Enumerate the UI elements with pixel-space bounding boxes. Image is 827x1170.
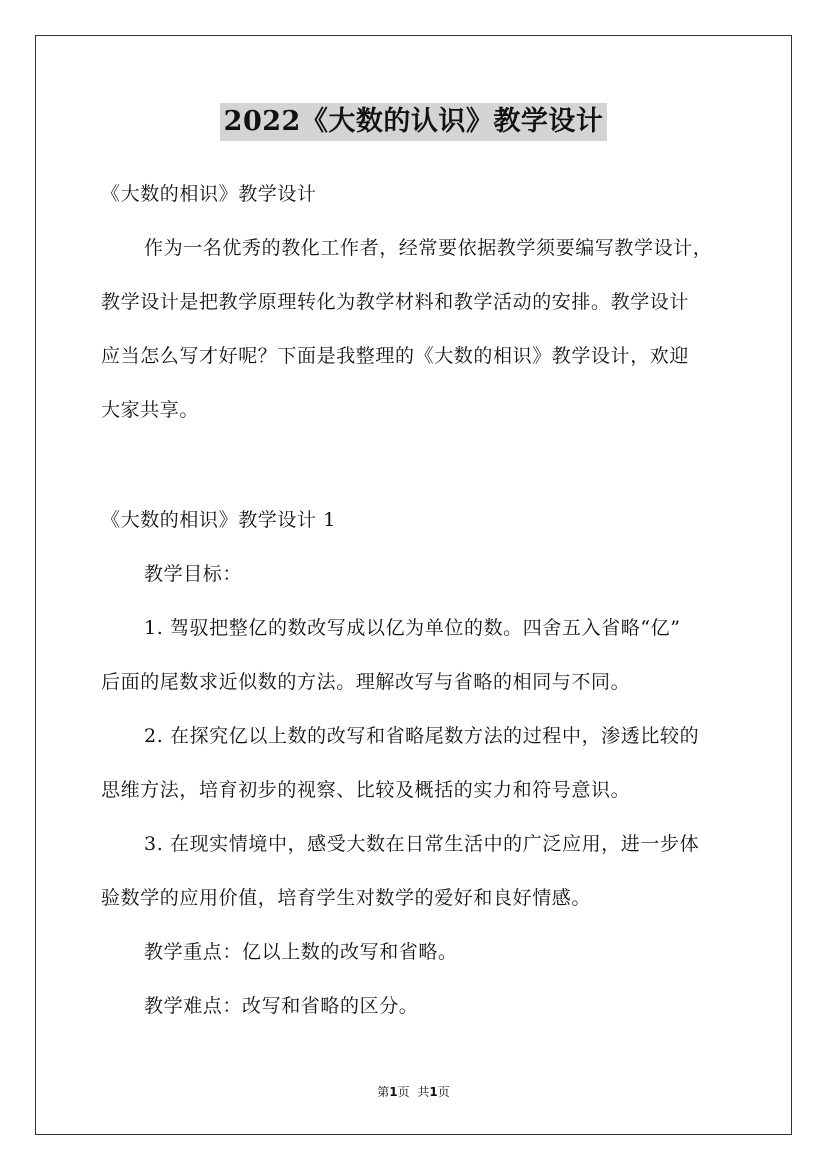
footer-page-prefix: 第 bbox=[377, 1085, 390, 1099]
page-footer bbox=[0, 1084, 827, 1100]
document-title: 2022《大数的认识》教学设计 bbox=[220, 103, 608, 141]
paragraph-line: 教学难点：改写和省略的区分。 bbox=[144, 995, 419, 1017]
footer-total-suffix: 页 bbox=[437, 1085, 450, 1099]
footer-page-suffix: 页 bbox=[397, 1085, 410, 1099]
paragraph-line: 教学重点：亿以上数的改写和省略。 bbox=[144, 941, 458, 963]
footer-page-total: 1 bbox=[429, 1085, 438, 1099]
paragraph-line: 大家共享。 bbox=[101, 399, 200, 421]
paragraph-line: 教学设计是把教学原理转化为教学材料和教学活动的安排。教学设计 bbox=[101, 291, 690, 313]
paragraph-line: 2. 在探究亿以上数的改写和省略尾数方法的过程中，渗透比较的 bbox=[144, 725, 700, 747]
paragraph-line: 验数学的应用价值，培育学生对数学的爱好和良好情感。 bbox=[101, 887, 592, 909]
paragraph-line: 思维方法，培育初步的视察、比较及概括的实力和符号意识。 bbox=[101, 779, 631, 801]
title-container bbox=[0, 103, 827, 141]
paragraph-line: 1. 驾驭把整亿的数改写成以亿为单位的数。四舍五入省略“亿” bbox=[144, 617, 681, 639]
section-heading: 《大数的相识》教学设计 1 bbox=[101, 509, 336, 531]
paragraph-line: 后面的尾数求近似数的方法。理解改写与省略的相同与不同。 bbox=[101, 671, 631, 693]
paragraph-line: 3. 在现实情境中，感受大数在日常生活中的广泛应用，进一步体 bbox=[144, 833, 700, 855]
paragraph-line: 应当怎么写才好呢？下面是我整理的《大数的相识》教学设计，欢迎 bbox=[101, 345, 690, 367]
paragraph-line: 作为一名优秀的教化工作者，经常要依据教学须要编写教学设计， bbox=[144, 237, 713, 259]
section-heading: 《大数的相识》教学设计 bbox=[101, 183, 317, 205]
footer-total-prefix: 共 bbox=[417, 1085, 430, 1099]
paragraph-line: 教学目标： bbox=[144, 563, 243, 585]
footer-page-current: 1 bbox=[389, 1085, 398, 1099]
